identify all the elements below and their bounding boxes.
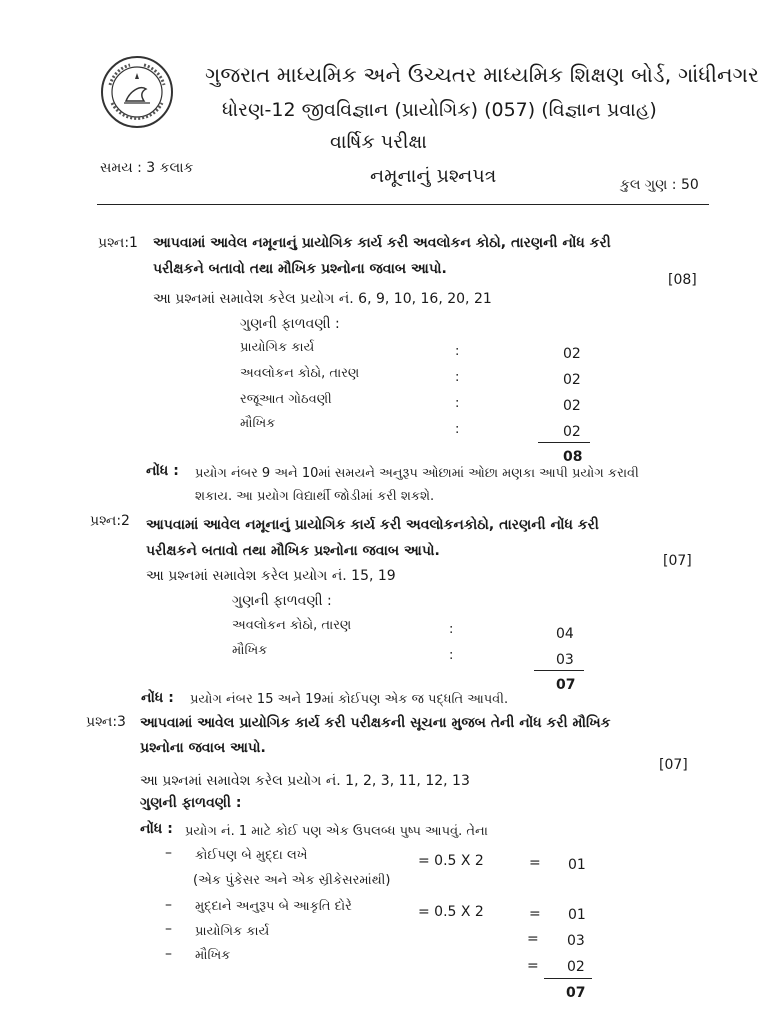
q3-item-eq: = [529,855,541,871]
q1-row-value: 02 [563,424,581,440]
q3-text-line2: પ્રશ્નોના જવાબ આપો. [140,740,266,756]
q1-note-line1: પ્રયોગ નંબર 9 અને 10માં સમયને અનુરૂપ ઓછામાં ઓછા મણકા આપી પ્રયોગ કરાવી [195,466,639,481]
q2-text-line1: આપવામાં આવેલ નમૂનાનું પ્રાયોગિક કાર્ય કરી અવલોકનકોઠો, તારણની નોંધ કરી [146,517,599,533]
q3-item-dash: – [165,946,172,962]
q2-row-colon: : [449,622,454,637]
q2-note-label: નોંધ : [141,690,174,706]
q2-dist-title: ગુણની ફાળવણી : [232,593,332,609]
q3-item-dash: – [165,897,172,913]
q2-total: 07 [556,677,576,693]
q3-item-text: કોઈપણ બે મુદ્દા લખે [195,848,308,863]
q1-row-colon: : [455,370,460,385]
q2-total-rule [534,670,584,671]
exam-name: વાર્ષિક પરીક્ષા [330,131,427,153]
exam-time: સમય : 3 કલાક [100,160,194,176]
q3-marks: [07] [659,757,688,773]
q2-row-colon: : [449,648,454,663]
q1-row-colon: : [455,422,460,437]
q3-item-text: પ્રાયોગિક કાર્ય [195,924,270,939]
q1-total-rule [538,442,590,443]
q3-item-dash: – [165,845,172,861]
q3-text-line1: આપવામાં આવેલ પ્રાયોગિક કાર્ય કરી પરીક્ષકની સૂચના મુજબ તેની નોંધ કરી મૌખિક [140,715,611,731]
q3-item-value: 03 [567,933,585,949]
q1-text-line1: આપવામાં આવેલ નમૂનાનું પ્રાયોગિક કાર્ય કરી અવલોકન કોઠો, તારણની નોંધ કરી [153,235,611,251]
q3-total: 07 [566,985,586,1001]
q1-includes: આ પ્રશ્નમાં સમાવેશ કરેલ પ્રયોગ નં. 6, 9, 10, 16, 20, 21 [153,291,492,307]
q3-note-label: નોંધ : [140,821,173,837]
q1-note-line2: શકાય. આ પ્રયોગ વિદ્યાર્થી જોડીમાં કરી શકશે. [195,489,435,504]
q2-row-value: 03 [556,652,574,668]
board-name: ગુજરાત માધ્યમિક અને ઉચ્ચતર માધ્યમિક શિક્ષણ બોર્ડ, ગાંધીનગર [205,63,759,87]
q2-marks: [07] [663,553,692,569]
q1-row-label: અવલોકન કોઠો, તારણ [240,366,360,381]
q3-item-eq: = [527,931,539,947]
q3-item-value: 01 [568,907,586,923]
q3-note-line1: પ્રયોગ નં. 1 માટે કોઈ પણ એક ઉપલબ્ધ પુષ્પ આપવું. તેના [185,824,488,839]
q1-row-label: મૌખિક [240,416,276,431]
q1-label: પ્રશ્ન:1 [98,235,138,251]
subject-title: ધોરણ-12 જીવવિજ્ઞાન (પ્રાયોગિક) (057) (વિજ્ઞાન પ્રવાહ) [222,99,657,121]
q1-dist-title: ગુણની ફાળવણી : [240,316,340,332]
q3-item-value: 02 [567,959,585,975]
q3-label: પ્રશ્ન:3 [86,714,126,730]
q1-total: 08 [563,449,583,465]
q3-item-formula: = 0.5 X 2 [418,853,484,869]
q3-item-formula: = 0.5 X 2 [418,904,484,920]
q2-row-label: મૌખિક [232,643,268,658]
q3-item-dash: – [165,921,172,937]
q3-item-eq: = [527,958,539,974]
q1-row-label: રજૂઆત ગોઠવણી [240,392,332,407]
q1-row-colon: : [455,344,460,359]
q3-item-value: 01 [568,857,586,873]
q2-note-line1: પ્રયોગ નંબર 15 અને 19માં કોઈપણ એક જ પદ્ધતિ આપવી. [190,692,509,707]
q2-row-label: અવલોકન કોઠો, તારણ [232,618,352,633]
q3-item-text: મુદ્દાને અનુરૂપ બે આકૃતિ દોરે [195,899,352,914]
q3-dist-title: ગુણની ફાળવણી : [140,795,242,811]
q3-item-eq: = [529,906,541,922]
q3-item-text: મૌખિક [195,948,231,963]
q3-includes: આ પ્રશ્નમાં સમાવેશ કરેલ પ્રયોગ નં. 1, 2, 3, 11, 12, 13 [140,773,470,789]
q1-row-value: 02 [563,372,581,388]
q1-row-value: 02 [563,346,581,362]
q3-item-text: (એક પુંકેસર અને એક સ્રીકેસરમાંથી) [193,873,391,888]
total-marks: કુલ ગુણ : 50 [620,177,699,193]
q1-text-line2: પરીક્ષકને બતાવો તથા મૌખિક પ્રશ્નોના જવાબ આપો. [153,261,447,277]
paper-title: નમૂનાનું પ્રશ્નપત્ર [370,165,497,187]
q2-row-value: 04 [556,626,574,642]
q3-total-rule [544,978,592,979]
q2-includes: આ પ્રશ્નમાં સમાવેશ કરેલ પ્રયોગ નં. 15, 19 [146,568,396,584]
header-divider [97,204,709,205]
q1-row-label: પ્રાયોગિક કાર્ય [240,340,315,355]
q2-label: પ્રશ્ન:2 [90,513,130,529]
q1-row-colon: : [455,396,460,411]
board-seal-logo [100,55,174,129]
q1-row-value: 02 [563,398,581,414]
q2-text-line2: પરીક્ષકને બતાવો તથા મૌખિક પ્રશ્નોના જવાબ આપો. [146,543,440,559]
q1-marks: [08] [668,272,697,288]
q1-note-label: નોંધ : [146,463,179,479]
